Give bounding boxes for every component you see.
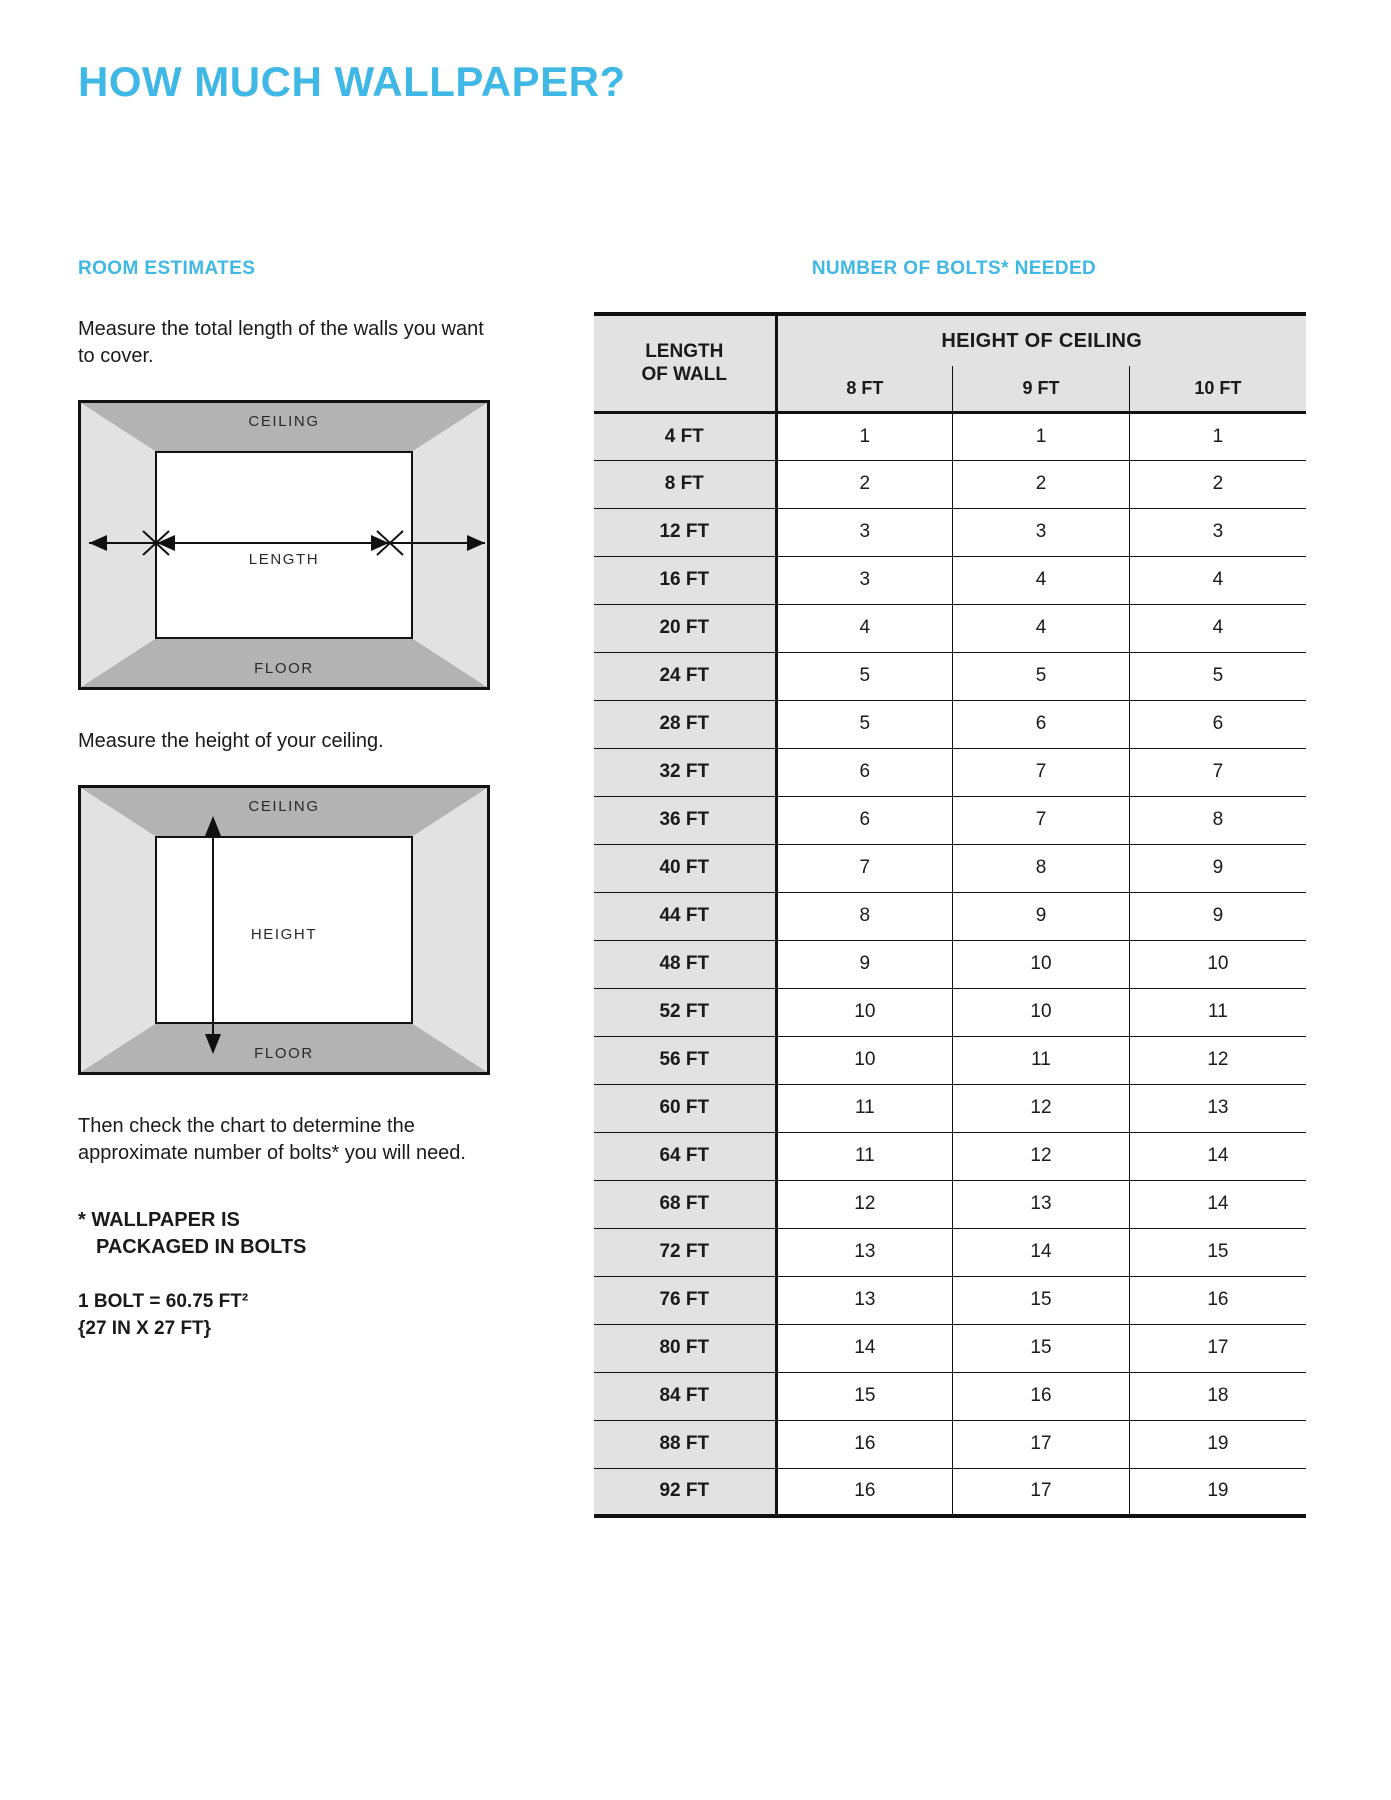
table-row	[594, 1324, 1306, 1372]
cell-bolts-c10: 4	[1129, 556, 1306, 604]
cell-bolts-c8: 10	[776, 988, 953, 1036]
cell-bolts-c10: 13	[1129, 1084, 1306, 1132]
table-row	[594, 844, 1306, 892]
cell-bolts-c8: 4	[776, 604, 953, 652]
cell-bolts-c10: 11	[1129, 988, 1306, 1036]
table-row	[594, 988, 1306, 1036]
cell-bolts-c10: 19	[1129, 1468, 1306, 1516]
cell-bolts-c9: 17	[953, 1468, 1130, 1516]
cell-bolts-c9: 9	[953, 892, 1130, 940]
cell-bolts-c8: 13	[776, 1276, 953, 1324]
floor-label-2: FLOOR	[254, 1045, 314, 1062]
cell-bolts-c10: 4	[1129, 604, 1306, 652]
row-length-label: 84 FT	[594, 1372, 776, 1420]
bolt-equivalence	[78, 1289, 498, 1342]
bolts-table-body	[594, 412, 1306, 1516]
cell-bolts-c10: 12	[1129, 1036, 1306, 1084]
table-row	[594, 796, 1306, 844]
header-col-10ft: 10 FT	[1129, 366, 1306, 412]
row-length-label: 76 FT	[594, 1276, 776, 1324]
cell-bolts-c9: 8	[953, 844, 1130, 892]
table-row	[594, 652, 1306, 700]
cell-bolts-c8: 16	[776, 1420, 953, 1468]
cell-bolts-c9: 1	[953, 412, 1130, 460]
header-length-of-wall	[594, 314, 776, 412]
cell-bolts-c8: 8	[776, 892, 953, 940]
cell-bolts-c10: 17	[1129, 1324, 1306, 1372]
table-row	[594, 1276, 1306, 1324]
footnote-line-2: PACKAGED IN BOLTS	[96, 1236, 307, 1258]
footnote-line-1: * WALLPAPER IS	[78, 1209, 240, 1231]
row-length-label: 24 FT	[594, 652, 776, 700]
row-length-label: 4 FT	[594, 412, 776, 460]
row-length-label: 20 FT	[594, 604, 776, 652]
bolts-table-area	[594, 258, 1314, 1518]
cell-bolts-c10: 5	[1129, 652, 1306, 700]
bolt-dimensions-line: {27 IN X 27 FT}	[78, 1317, 212, 1339]
cell-bolts-c10: 14	[1129, 1132, 1306, 1180]
instruction-paragraph-3: Then check the chart to determine the approximate number of bolts* you will need.	[78, 1115, 466, 1164]
cell-bolts-c9: 2	[953, 460, 1130, 508]
header-height-of-ceiling: HEIGHT OF CEILING	[776, 314, 1306, 366]
table-row	[594, 748, 1306, 796]
height-label: HEIGHT	[250, 926, 318, 943]
length-label: LENGTH	[248, 551, 320, 568]
cell-bolts-c9: 13	[953, 1180, 1130, 1228]
cell-bolts-c10: 9	[1129, 844, 1306, 892]
row-length-label: 36 FT	[594, 796, 776, 844]
cell-bolts-c10: 2	[1129, 460, 1306, 508]
cell-bolts-c8: 1	[776, 412, 953, 460]
cell-bolts-c9: 14	[953, 1228, 1130, 1276]
cell-bolts-c8: 6	[776, 796, 953, 844]
page-title: HOW MUCH WALLPAPER?	[78, 58, 626, 105]
cell-bolts-c10: 8	[1129, 796, 1306, 844]
table-row	[594, 1228, 1306, 1276]
table-row	[594, 1180, 1306, 1228]
cell-bolts-c8: 15	[776, 1372, 953, 1420]
cell-bolts-c9: 17	[953, 1420, 1130, 1468]
cell-bolts-c8: 7	[776, 844, 953, 892]
cell-bolts-c8: 12	[776, 1180, 953, 1228]
cell-bolts-c9: 15	[953, 1276, 1130, 1324]
cell-bolts-c9: 5	[953, 652, 1130, 700]
cell-bolts-c10: 6	[1129, 700, 1306, 748]
table-row	[594, 1372, 1306, 1420]
floor-label-1: FLOOR	[254, 660, 314, 677]
instruction-paragraph-2: Measure the height of your ceiling.	[78, 730, 384, 752]
header-col-8ft: 8 FT	[776, 366, 953, 412]
room-diagram-length	[78, 400, 498, 690]
table-row	[594, 460, 1306, 508]
footnote-wallpaper-bolts	[78, 1207, 498, 1261]
cell-bolts-c9: 12	[953, 1132, 1130, 1180]
section-heading-bolts-needed: NUMBER OF BOLTS* NEEDED	[811, 258, 1097, 279]
room-estimates-column	[78, 258, 498, 1342]
cell-bolts-c10: 15	[1129, 1228, 1306, 1276]
cell-bolts-c9: 7	[953, 796, 1130, 844]
ceiling-label-2: CEILING	[248, 798, 320, 815]
row-length-label: 68 FT	[594, 1180, 776, 1228]
ceiling-label-1: CEILING	[248, 413, 320, 430]
cell-bolts-c10: 18	[1129, 1372, 1306, 1420]
cell-bolts-c10: 14	[1129, 1180, 1306, 1228]
table-row	[594, 604, 1306, 652]
header-length-line1: LENGTH	[645, 340, 724, 362]
row-length-label: 44 FT	[594, 892, 776, 940]
cell-bolts-c10: 16	[1129, 1276, 1306, 1324]
cell-bolts-c10: 9	[1129, 892, 1306, 940]
table-row	[594, 700, 1306, 748]
cell-bolts-c8: 13	[776, 1228, 953, 1276]
table-row	[594, 1420, 1306, 1468]
cell-bolts-c8: 2	[776, 460, 953, 508]
bolts-table-head	[594, 314, 1306, 412]
table-row	[594, 892, 1306, 940]
cell-bolts-c9: 6	[953, 700, 1130, 748]
cell-bolts-c8: 11	[776, 1132, 953, 1180]
instruction-paragraph-1: Measure the total length of the walls you want to cover.	[78, 318, 484, 367]
row-length-label: 92 FT	[594, 1468, 776, 1516]
cell-bolts-c10: 1	[1129, 412, 1306, 460]
bolt-area-line: 1 BOLT = 60.75 FT²	[78, 1291, 249, 1312]
cell-bolts-c9: 7	[953, 748, 1130, 796]
row-length-label: 52 FT	[594, 988, 776, 1036]
cell-bolts-c9: 16	[953, 1372, 1130, 1420]
cell-bolts-c9: 11	[953, 1036, 1130, 1084]
bolts-table	[594, 312, 1306, 1518]
cell-bolts-c8: 16	[776, 1468, 953, 1516]
table-row	[594, 508, 1306, 556]
cell-bolts-c9: 4	[953, 556, 1130, 604]
cell-bolts-c8: 14	[776, 1324, 953, 1372]
table-row	[594, 412, 1306, 460]
row-length-label: 56 FT	[594, 1036, 776, 1084]
cell-bolts-c10: 3	[1129, 508, 1306, 556]
table-row	[594, 1036, 1306, 1084]
room-diagram-height	[78, 785, 498, 1075]
cell-bolts-c10: 19	[1129, 1420, 1306, 1468]
cell-bolts-c8: 6	[776, 748, 953, 796]
header-length-line2: OF WALL	[641, 364, 727, 386]
row-length-label: 8 FT	[594, 460, 776, 508]
row-length-label: 88 FT	[594, 1420, 776, 1468]
cell-bolts-c9: 15	[953, 1324, 1130, 1372]
cell-bolts-c8: 3	[776, 508, 953, 556]
row-length-label: 72 FT	[594, 1228, 776, 1276]
table-row	[594, 1084, 1306, 1132]
row-length-label: 32 FT	[594, 748, 776, 796]
table-row	[594, 1468, 1306, 1516]
section-heading-room-estimates: ROOM ESTIMATES	[78, 258, 256, 279]
table-header-row-group	[594, 314, 1306, 366]
row-length-label: 28 FT	[594, 700, 776, 748]
cell-bolts-c8: 3	[776, 556, 953, 604]
cell-bolts-c9: 10	[953, 940, 1130, 988]
row-length-label: 48 FT	[594, 940, 776, 988]
cell-bolts-c8: 5	[776, 700, 953, 748]
cell-bolts-c10: 7	[1129, 748, 1306, 796]
row-length-label: 64 FT	[594, 1132, 776, 1180]
cell-bolts-c9: 12	[953, 1084, 1130, 1132]
cell-bolts-c9: 10	[953, 988, 1130, 1036]
cell-bolts-c8: 9	[776, 940, 953, 988]
cell-bolts-c8: 11	[776, 1084, 953, 1132]
row-length-label: 60 FT	[594, 1084, 776, 1132]
cell-bolts-c9: 4	[953, 604, 1130, 652]
row-length-label: 80 FT	[594, 1324, 776, 1372]
cell-bolts-c10: 10	[1129, 940, 1306, 988]
cell-bolts-c8: 10	[776, 1036, 953, 1084]
row-length-label: 12 FT	[594, 508, 776, 556]
header-col-9ft: 9 FT	[953, 366, 1130, 412]
length-dimension-arrows	[81, 403, 493, 693]
table-row	[594, 556, 1306, 604]
row-length-label: 40 FT	[594, 844, 776, 892]
cell-bolts-c8: 5	[776, 652, 953, 700]
cell-bolts-c9: 3	[953, 508, 1130, 556]
table-row	[594, 1132, 1306, 1180]
row-length-label: 16 FT	[594, 556, 776, 604]
table-row	[594, 940, 1306, 988]
